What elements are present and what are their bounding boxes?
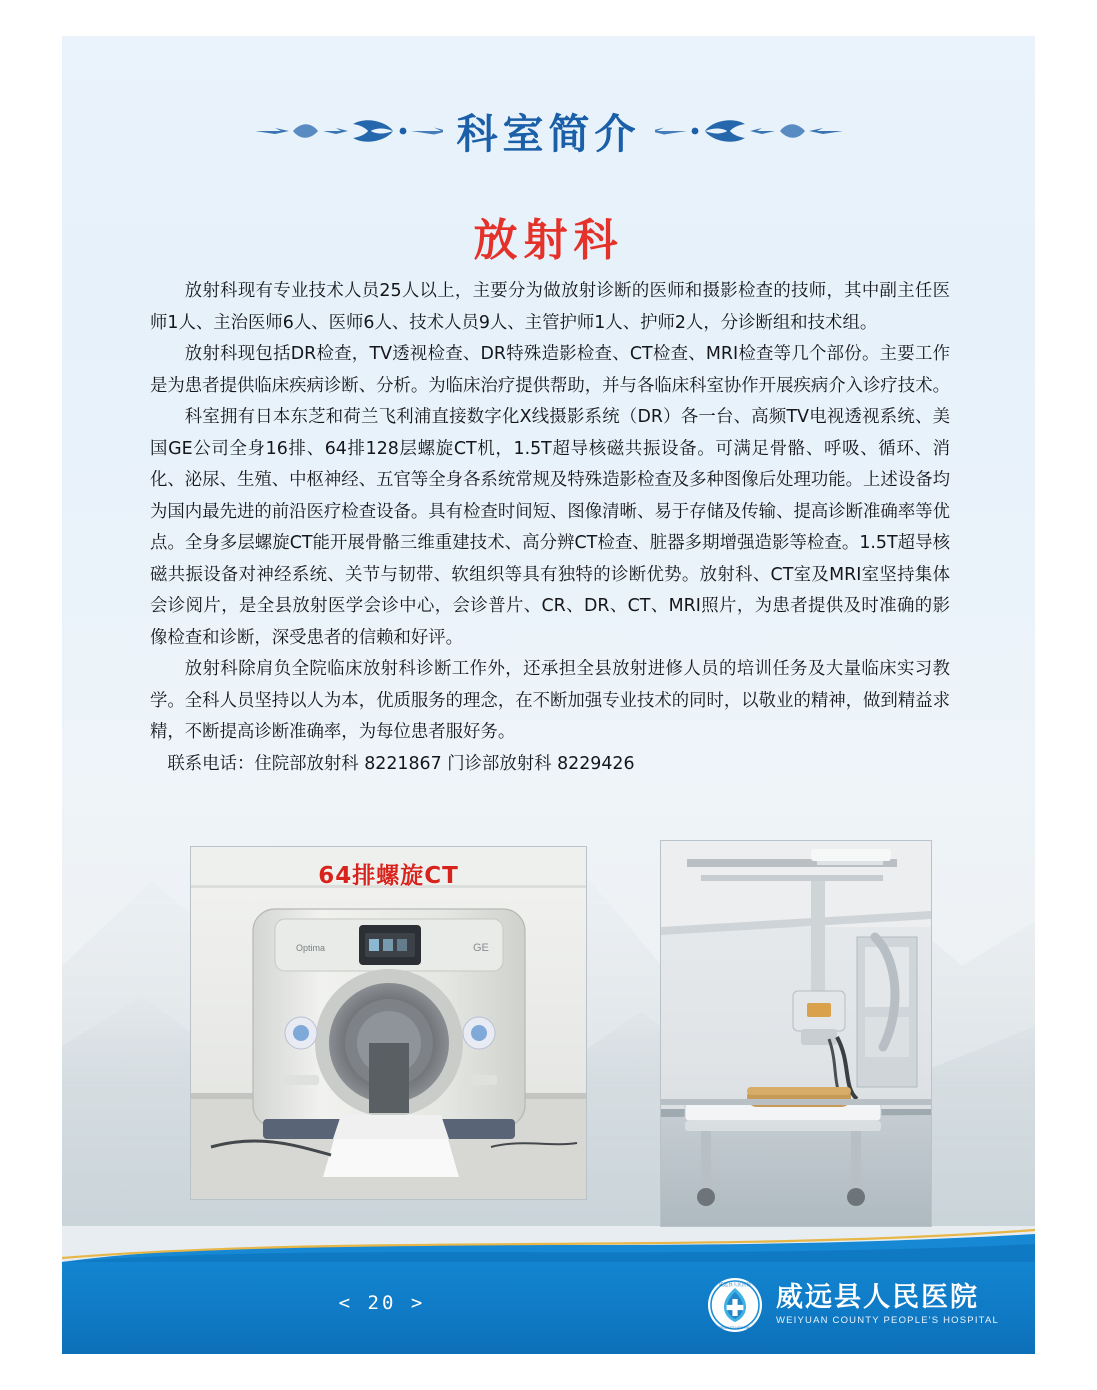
hospital-logo-icon: [706, 1276, 764, 1334]
hospital-name-cn: 威远县人民医院: [775, 1282, 979, 1314]
paragraph-2: 放射科现包括DR检查，TV透视检查、DR特殊造影检查、CT检查、MRI检查等几个部份。主要工作是为患者提供临床疾病诊断、分析。为临床治疗提供帮助，并与各临床科室协作开展疾病介入诊疗技术。: [150, 344, 950, 396]
ct-scanner-photo: [190, 846, 587, 1200]
paragraph-1: 放射科现有专业技术人员25人以上，主要分为做放射诊断的医师和摄影检查的技师，其中副主任医师1人、主治医师6人、医师6人、技术人员9人、主管护师1人、护师2人，分诊断组和技术组。: [150, 281, 950, 333]
page-number: < 20 >: [338, 1292, 426, 1314]
ornament-left-icon: [253, 110, 443, 150]
ornament-right-icon: [655, 110, 845, 150]
hospital-name-en: WEIYUAN COUNTY PEOPLE'S HOSPITAL: [775, 1315, 999, 1327]
section-header: [62, 94, 1035, 166]
page-content: [62, 36, 1035, 1354]
section-title: 科室简介: [456, 109, 641, 158]
hospital-name-block: [776, 1283, 999, 1326]
contact-line: 联系电话：住院部放射科 8221867 门诊部放射科 8229426: [167, 753, 635, 774]
body-text: [150, 276, 950, 780]
footer-swoosh: [62, 1228, 1035, 1262]
photo-gallery: [62, 846, 1035, 1236]
paragraph-3: 科室拥有日本东芝和荷兰飞利浦直接数字化X线摄影系统（DR）各一台、高频TV电视透视系统、美国GE公司全身16排、64排128层螺旋CT机，1.5T超导核磁共振设备。可满足骨骼、呼吸、循环、消化、泌尿、生殖、中枢神经、五官等全身各系统常规及特殊造影检查及多种图像后处理功能。上述设备均为国内最先进的前沿医疗检查设备。具有检查时间短、图像清晰、易于存储及传输、提高诊断准确率等优点。全身多层螺旋CT能开展骨骼三维重建技术、高分辨CT检查、脏器多期增强造影等检查。1.5T超导核磁共振设备对神经系统、关节与韧带、软组织等具有独特的诊断优势。放射科、CT室及MRI室坚持集体会诊阅片，是全县放射医学会诊中心，会诊普片、CR、DR、CT、MRI照片，为患者提供及时准确的影像检查和诊断，深受患者的信赖和好评。: [150, 407, 950, 648]
svg-text:PEOPLE'S HOSPITAL: PEOPLE'S HOSPITAL: [719, 1326, 751, 1330]
hospital-brand: [706, 1276, 999, 1334]
ct-photo-caption: 64排螺旋CT: [318, 863, 459, 889]
dr-room-photo: [660, 840, 932, 1227]
svg-text:Optima: Optima: [296, 943, 326, 953]
page-footer: [62, 1262, 1035, 1354]
department-title: 放射科: [473, 215, 624, 266]
svg-text:GE: GE: [473, 942, 489, 954]
paragraph-4: 放射科除肩负全院临床放射科诊断工作外，还承担全县放射进修人员的培训任务及大量临床实习教学。全科人员坚持以人为本，优质服务的理念，在不断加强专业技术的同时，以敬业的精神，做到精益求精，不断提高诊断准确率，为每位患者服好务。: [150, 659, 950, 742]
svg-text:威远县人民医院: 威远县人民医院: [718, 1282, 752, 1287]
page-sheet: [62, 36, 1035, 1354]
